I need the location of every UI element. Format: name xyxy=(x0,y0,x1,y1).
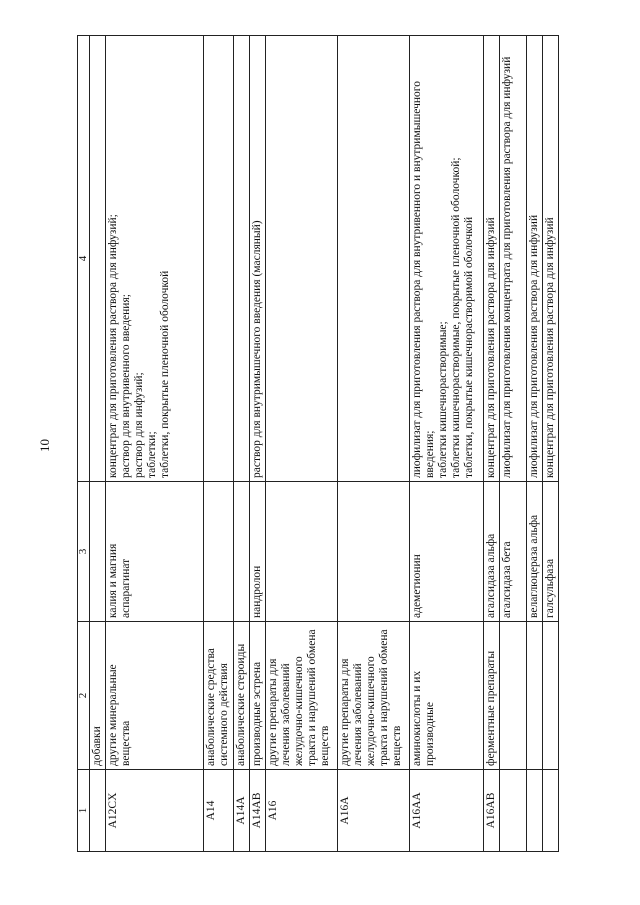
dosage-forms-cell xyxy=(500,36,527,482)
dosage-forms-cell xyxy=(204,36,234,482)
atc-code-cell: A16A xyxy=(338,770,410,852)
dosage-form-line: таблетки кишечнорастворимые; xyxy=(437,321,449,478)
group-name-cell: производные эстрена xyxy=(250,622,266,770)
dosage-forms-cell xyxy=(484,36,500,482)
atc-code-cell: A16AB xyxy=(484,770,500,852)
table-row xyxy=(106,36,204,852)
substance-cell: велаглюцераза альфа xyxy=(527,482,543,622)
atc-code-cell: A14AB xyxy=(250,770,266,852)
dosage-forms-cell xyxy=(250,36,266,482)
dosage-form-line: лиофилизат для приготовления концентрата для приготовления раствора для инфузий xyxy=(501,56,513,478)
dosage-form-line: лиофилизат для приготовления раствора для инфузий xyxy=(528,214,540,478)
dosage-forms-cell xyxy=(106,36,204,482)
table-row xyxy=(250,36,266,852)
dosage-form-line: лиофилизат для приготовления раствора для внутривенного и внутримышечного введения; xyxy=(411,81,436,478)
dosage-form-line: концентрат для приготовления раствора для инфузий xyxy=(544,217,556,478)
atc-code-cell xyxy=(500,770,527,852)
substance-cell: агалсидаза альфа xyxy=(484,482,500,622)
group-name-cell xyxy=(500,622,527,770)
group-name-cell: анаболические средства системного действия xyxy=(204,622,234,770)
substance-cell xyxy=(338,482,410,622)
dosage-form-line: таблетки; xyxy=(146,431,158,478)
group-name-cell xyxy=(543,622,559,770)
table-row xyxy=(410,36,484,852)
dosage-form-line: таблетки, покрытые кишечнорастворимой оболочкой xyxy=(463,216,475,478)
rotated-table xyxy=(77,36,556,852)
atc-code-cell: A12CX xyxy=(106,770,204,852)
substance-cell: адеметионин xyxy=(410,482,484,622)
dosage-form-line: таблетки, покрытые пленочной оболочкой xyxy=(159,270,171,478)
group-name-cell: ферментные препараты xyxy=(484,622,500,770)
atc-code-cell xyxy=(543,770,559,852)
dosage-form-line: раствор для внутривенного введения; xyxy=(120,294,132,478)
substance-cell: калия и магния аспарагинат xyxy=(106,482,204,622)
substance-cell xyxy=(234,482,250,622)
dosage-forms-cell xyxy=(234,36,250,482)
table-row xyxy=(484,36,500,852)
dosage-forms-cell xyxy=(410,36,484,482)
group-name-cell: аминокислоты и их производные xyxy=(410,622,484,770)
dosage-form-line: концентрат для приготовления раствора для инфузий; xyxy=(107,214,119,478)
substance-cell: агалсидаза бета xyxy=(500,482,527,622)
group-name-cell: анаболические стероиды xyxy=(234,622,250,770)
table-row xyxy=(527,36,543,852)
dosage-form-line: раствор для инфузий; xyxy=(133,372,145,478)
dosage-form-line: раствор для внутримышечного введения (масляный) xyxy=(251,220,263,478)
header-col-2: 2 xyxy=(78,622,90,770)
table-row xyxy=(234,36,250,852)
group-name-cell: другие препараты для лечения заболеваний желудочно-кишечного тракта и нарушений обмена веществ xyxy=(266,622,338,770)
header-col-4: 4 xyxy=(78,36,90,482)
table-row xyxy=(90,36,106,852)
group-name-cell: другие препараты для лечения заболеваний желудочно-кишечного тракта и нарушений обмена веществ xyxy=(338,622,410,770)
drug-table xyxy=(77,35,559,852)
table-row xyxy=(543,36,559,852)
atc-code-cell: A16AA xyxy=(410,770,484,852)
group-name-cell: добавки xyxy=(90,622,106,770)
table-row xyxy=(266,36,338,852)
substance-cell: галсульфаза xyxy=(543,482,559,622)
table-row xyxy=(500,36,527,852)
atc-code-cell: A14A xyxy=(234,770,250,852)
dosage-forms-cell xyxy=(266,36,338,482)
atc-code-cell: A14 xyxy=(204,770,234,852)
atc-code-cell xyxy=(90,770,106,852)
group-name-cell: другие минеральные вещества xyxy=(106,622,204,770)
dosage-forms-cell xyxy=(338,36,410,482)
page-number: 10 xyxy=(37,439,52,452)
table-row xyxy=(204,36,234,852)
substance-cell xyxy=(204,482,234,622)
table-row xyxy=(338,36,410,852)
header-col-1: 1 xyxy=(78,770,90,852)
drug-table-frame xyxy=(77,36,556,852)
dosage-forms-cell xyxy=(543,36,559,482)
dosage-forms-cell xyxy=(90,36,106,482)
substance-cell xyxy=(90,482,106,622)
atc-code-cell: A16 xyxy=(266,770,338,852)
header-col-3: 3 xyxy=(78,482,90,622)
group-name-cell xyxy=(527,622,543,770)
header-row xyxy=(78,36,90,852)
dosage-form-line: таблетки кишечнорастворимые, покрытые пленочной оболочкой; xyxy=(450,157,462,478)
substance-cell xyxy=(266,482,338,622)
substance-cell: нандролон xyxy=(250,482,266,622)
atc-code-cell xyxy=(527,770,543,852)
dosage-form-line: концентрат для приготовления раствора для инфузий xyxy=(485,217,497,478)
dosage-forms-cell xyxy=(527,36,543,482)
